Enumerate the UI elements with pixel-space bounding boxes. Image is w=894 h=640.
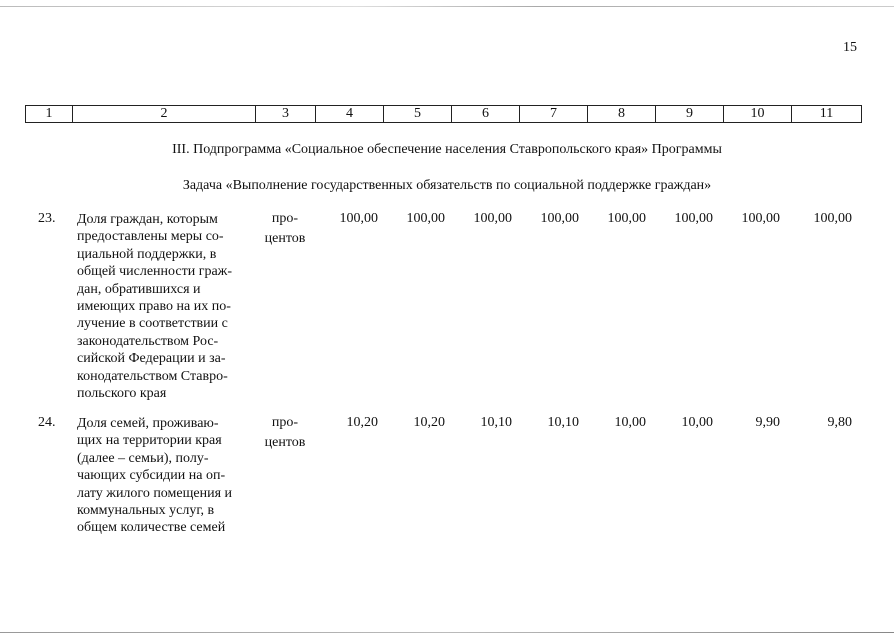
value-cell: 10,20 [346,415,378,430]
description-line: щих на территории края [77,433,222,449]
value-cell: 10,00 [681,415,713,430]
description-line: предоставлены меры со- [77,229,224,245]
description-line: чающих субсидии на оп- [77,468,226,484]
unit-line: про- [271,415,299,430]
column-number: 2 [73,106,256,123]
unit-line: центов [264,231,306,246]
column-number: 3 [256,106,316,123]
page-number: 15 [843,40,857,55]
column-number: 11 [792,106,862,123]
scan-edge-top [0,6,894,7]
row-description [77,211,249,402]
value-cell: 100,00 [473,211,512,226]
description-line: общем количестве семей [77,520,226,536]
row-unit [259,413,311,453]
value-cell: 100,00 [674,211,713,226]
description-line: имеющих право на их по- [77,299,231,315]
task-title: Задача «Выполнение государственных обязательств по социальной поддержке граждан» [182,178,712,193]
column-number: 4 [316,106,384,123]
value-cell: 100,00 [339,211,378,226]
description-line: Доля граждан, которым [77,212,218,227]
row-number: 24. [38,415,56,430]
value-cell: 10,10 [547,415,579,430]
description-line: общей численности граж- [77,264,233,280]
row-unit [259,209,311,249]
description-line: циальной поддержки, в [77,246,217,262]
description-line: польского края [77,386,167,402]
description-line: лату жилого помещения и [77,485,233,501]
value-cell: 10,10 [480,415,512,430]
value-cell: 100,00 [406,211,445,226]
value-cell: 9,90 [755,415,780,430]
description-line: сийской Федерации и за- [77,351,226,367]
description-line: (далее – семьи), полу- [77,450,209,466]
value-cell: 100,00 [813,211,852,226]
description-line: коммунальных услуг, в [77,503,215,519]
scan-edge-bottom [0,632,894,633]
row-number: 23. [38,211,56,226]
value-cell: 9,80 [827,415,852,430]
column-number: 9 [656,106,724,123]
column-number: 8 [588,106,656,123]
value-cell: 100,00 [741,211,780,226]
column-number: 5 [384,106,452,123]
column-number: 1 [26,106,73,123]
description-line: Доля семей, проживаю- [77,416,219,431]
column-number: 6 [452,106,520,123]
row-description [77,415,249,537]
unit-line: про- [271,211,299,226]
value-cell: 10,00 [614,415,646,430]
column-number: 7 [520,106,588,123]
description-line: конодательством Ставро- [77,368,228,384]
description-line: дан, обратившихся и [77,281,201,297]
value-cell: 10,20 [413,415,445,430]
column-number: 10 [724,106,792,123]
value-cell: 100,00 [607,211,646,226]
unit-line: центов [264,435,306,450]
subprogram-title: III. Подпрограмма «Социальное обеспечение населения Ставропольского края» Программы [172,142,722,157]
column-number-header [25,105,862,123]
value-cell: 100,00 [540,211,579,226]
description-line: лучение в соответствии с [77,316,228,332]
description-line: законодательством Рос- [77,333,219,349]
